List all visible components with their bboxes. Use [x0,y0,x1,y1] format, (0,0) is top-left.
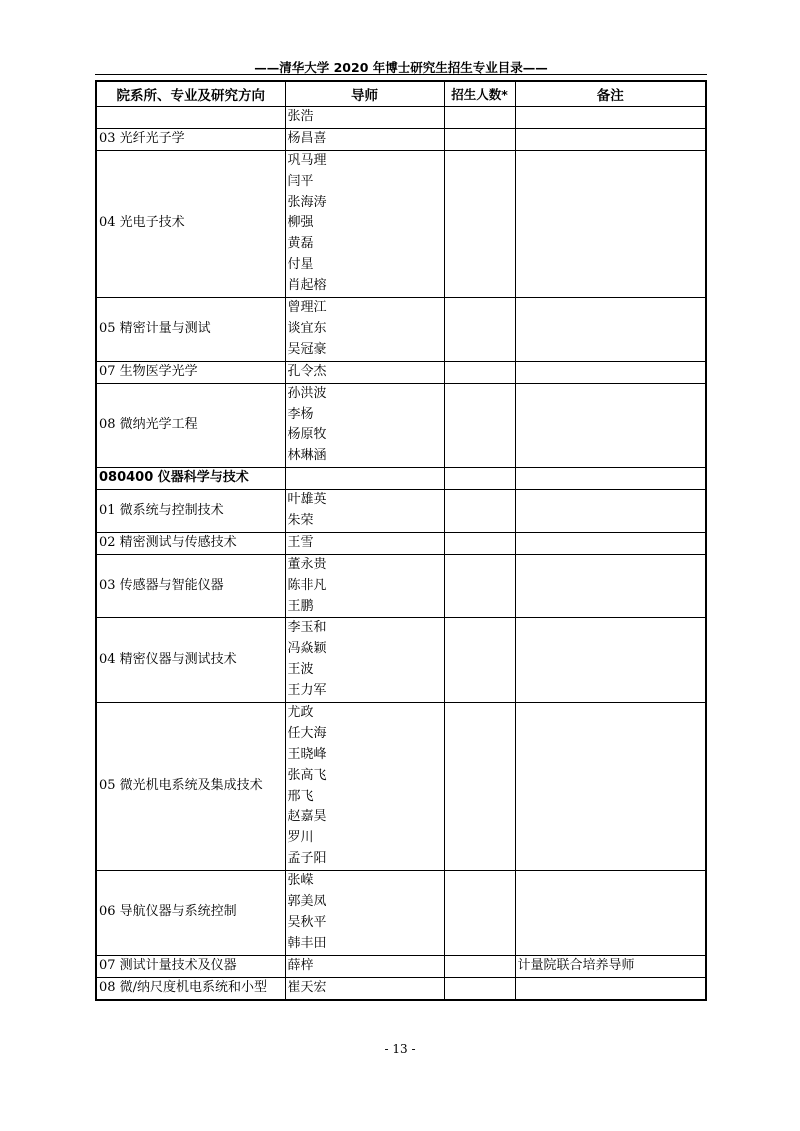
table-row [96,955,706,977]
table-row [96,618,706,703]
remarks-cell [515,532,706,554]
advisor-name: 张嵘 [287,873,314,889]
remarks-cell [515,128,706,150]
enrollment-cell [444,871,515,956]
advisor-name: 董永贵 [287,556,327,572]
admissions-catalog-table [95,80,707,1001]
enrollment-cell [444,468,515,490]
advisor-cell [285,150,444,297]
advisor-name: 王雪 [287,534,314,550]
advisor-name: 吴秋平 [287,914,327,930]
advisor-name: 孟子阳 [287,851,327,867]
advisor-name: 叶雄英 [287,492,327,508]
advisor-name: 崔天宏 [287,979,327,995]
remarks-cell [515,468,706,490]
advisor-name: 曾理江 [287,300,327,316]
advisor-name: 郭美凤 [287,894,327,910]
enrollment-cell [444,977,515,999]
remarks-cell [515,383,706,468]
table-row [96,490,706,533]
enrollment-cell [444,298,515,362]
advisor-name: 王波 [287,662,314,678]
advisor-cell [285,128,444,150]
advisor-name: 杨原牧 [287,427,327,443]
advisor-name: 王力军 [287,683,327,699]
advisor-cell [285,490,444,533]
advisor-name: 付星 [287,257,314,273]
enrollment-cell [444,107,515,129]
advisor-name: 陈非凡 [287,577,327,593]
advisor-name: 闫平 [287,173,314,189]
table-row [96,298,706,362]
major-row [96,468,706,490]
column-header-remarks: 备注 [515,81,706,107]
advisor-name: 林琳涵 [287,448,327,464]
advisor-name: 冯焱颖 [287,641,327,657]
advisor-name: 任大海 [287,725,327,741]
advisor-name: 张海涛 [287,194,327,210]
enrollment-cell [444,128,515,150]
enrollment-cell [444,703,515,871]
advisor-name: 孙洪波 [287,385,327,401]
research-direction-cell: 06 导航仪器与系统控制 [96,871,285,956]
advisor-cell [285,955,444,977]
remarks-cell [515,977,706,999]
research-direction-cell: 05 精密计量与测试 [96,298,285,362]
enrollment-cell [444,618,515,703]
advisor-name: 罗川 [287,830,314,846]
remarks-cell [515,107,706,129]
advisor-name: 谈宜东 [287,320,327,336]
table-row [96,977,706,999]
advisor-name: 巩马理 [287,152,327,168]
research-direction-cell: 08 微纳光学工程 [96,383,285,468]
research-direction-cell: 03 传感器与智能仪器 [96,554,285,618]
advisor-name: 张浩 [287,109,314,124]
advisor-cell [285,468,444,490]
advisor-name: 薛梓 [287,957,314,973]
advisor-name: 孔令杰 [287,363,327,379]
advisor-name: 杨昌喜 [287,130,327,146]
advisor-name: 柳强 [287,215,314,231]
header-rule [95,74,707,75]
research-direction-cell: 04 光电子技术 [96,150,285,297]
advisor-cell [285,361,444,383]
table-body [96,107,706,1000]
advisor-cell [285,871,444,956]
enrollment-cell [444,361,515,383]
research-direction-cell: 04 精密仪器与测试技术 [96,618,285,703]
table-row [96,703,706,871]
page-number: - 13 - [384,1042,416,1056]
column-header-advisor: 导师 [285,81,444,107]
enrollment-cell [444,554,515,618]
advisor-name: 王晓峰 [287,746,327,762]
table-row [96,383,706,468]
advisor-name: 李杨 [287,406,314,422]
enrollment-cell [444,150,515,297]
column-header-enrollment: 招生人数* [444,81,515,107]
research-direction-cell: 05 微光机电系统及集成技术 [96,703,285,871]
advisor-name: 尤政 [287,705,314,720]
table-row [96,871,706,956]
advisor-name: 邢飞 [287,788,314,804]
advisor-name: 朱荣 [287,512,314,528]
remarks-cell: 计量院联合培养导师 [515,955,706,977]
table-row [96,532,706,554]
enrollment-cell [444,955,515,977]
page-header: ——清华大学 2020 年博士研究生招生专业目录—— [254,60,548,75]
enrollment-cell [444,532,515,554]
research-direction-cell: 03 光纤光子学 [96,128,285,150]
advisor-name: 李玉和 [287,620,327,636]
advisor-cell [285,107,444,129]
remarks-cell [515,361,706,383]
table-row [96,128,706,150]
research-direction-cell: 07 生物医学光学 [96,361,285,383]
remarks-cell [515,298,706,362]
remarks-cell [515,703,706,871]
advisor-cell [285,298,444,362]
remarks-cell [515,554,706,618]
table-row [96,554,706,618]
advisor-cell [285,618,444,703]
advisor-cell [285,532,444,554]
table-row [96,150,706,297]
enrollment-cell [444,490,515,533]
advisor-name: 肖起榕 [287,278,327,294]
table-row [96,361,706,383]
research-direction-cell: 08 微/纳尺度机电系统和小型 [96,977,285,999]
advisor-name: 黄磊 [287,236,314,252]
research-direction-cell [96,107,285,129]
research-direction-cell: 02 精密测试与传感技术 [96,532,285,554]
column-header-direction: 院系所、专业及研究方向 [96,81,285,107]
advisor-cell [285,977,444,999]
advisor-cell [285,554,444,618]
advisor-name: 吴冠豪 [287,341,327,357]
advisor-name: 张高飞 [287,767,327,783]
remarks-cell [515,490,706,533]
table-row [96,107,706,129]
remarks-cell [515,618,706,703]
table-header-row [96,81,706,107]
research-direction-cell: 080400 仪器科学与技术 [96,468,285,490]
research-direction-cell: 07 测试计量技术及仪器 [96,955,285,977]
advisor-name: 韩丰田 [287,935,327,951]
remarks-cell [515,871,706,956]
advisor-name: 王鹏 [287,598,314,614]
advisor-name [288,468,442,489]
research-direction-cell: 01 微系统与控制技术 [96,490,285,533]
advisor-name: 赵嘉昊 [287,809,327,825]
enrollment-cell [444,383,515,468]
advisor-cell [285,383,444,468]
advisor-cell [285,703,444,871]
remarks-cell [515,150,706,297]
